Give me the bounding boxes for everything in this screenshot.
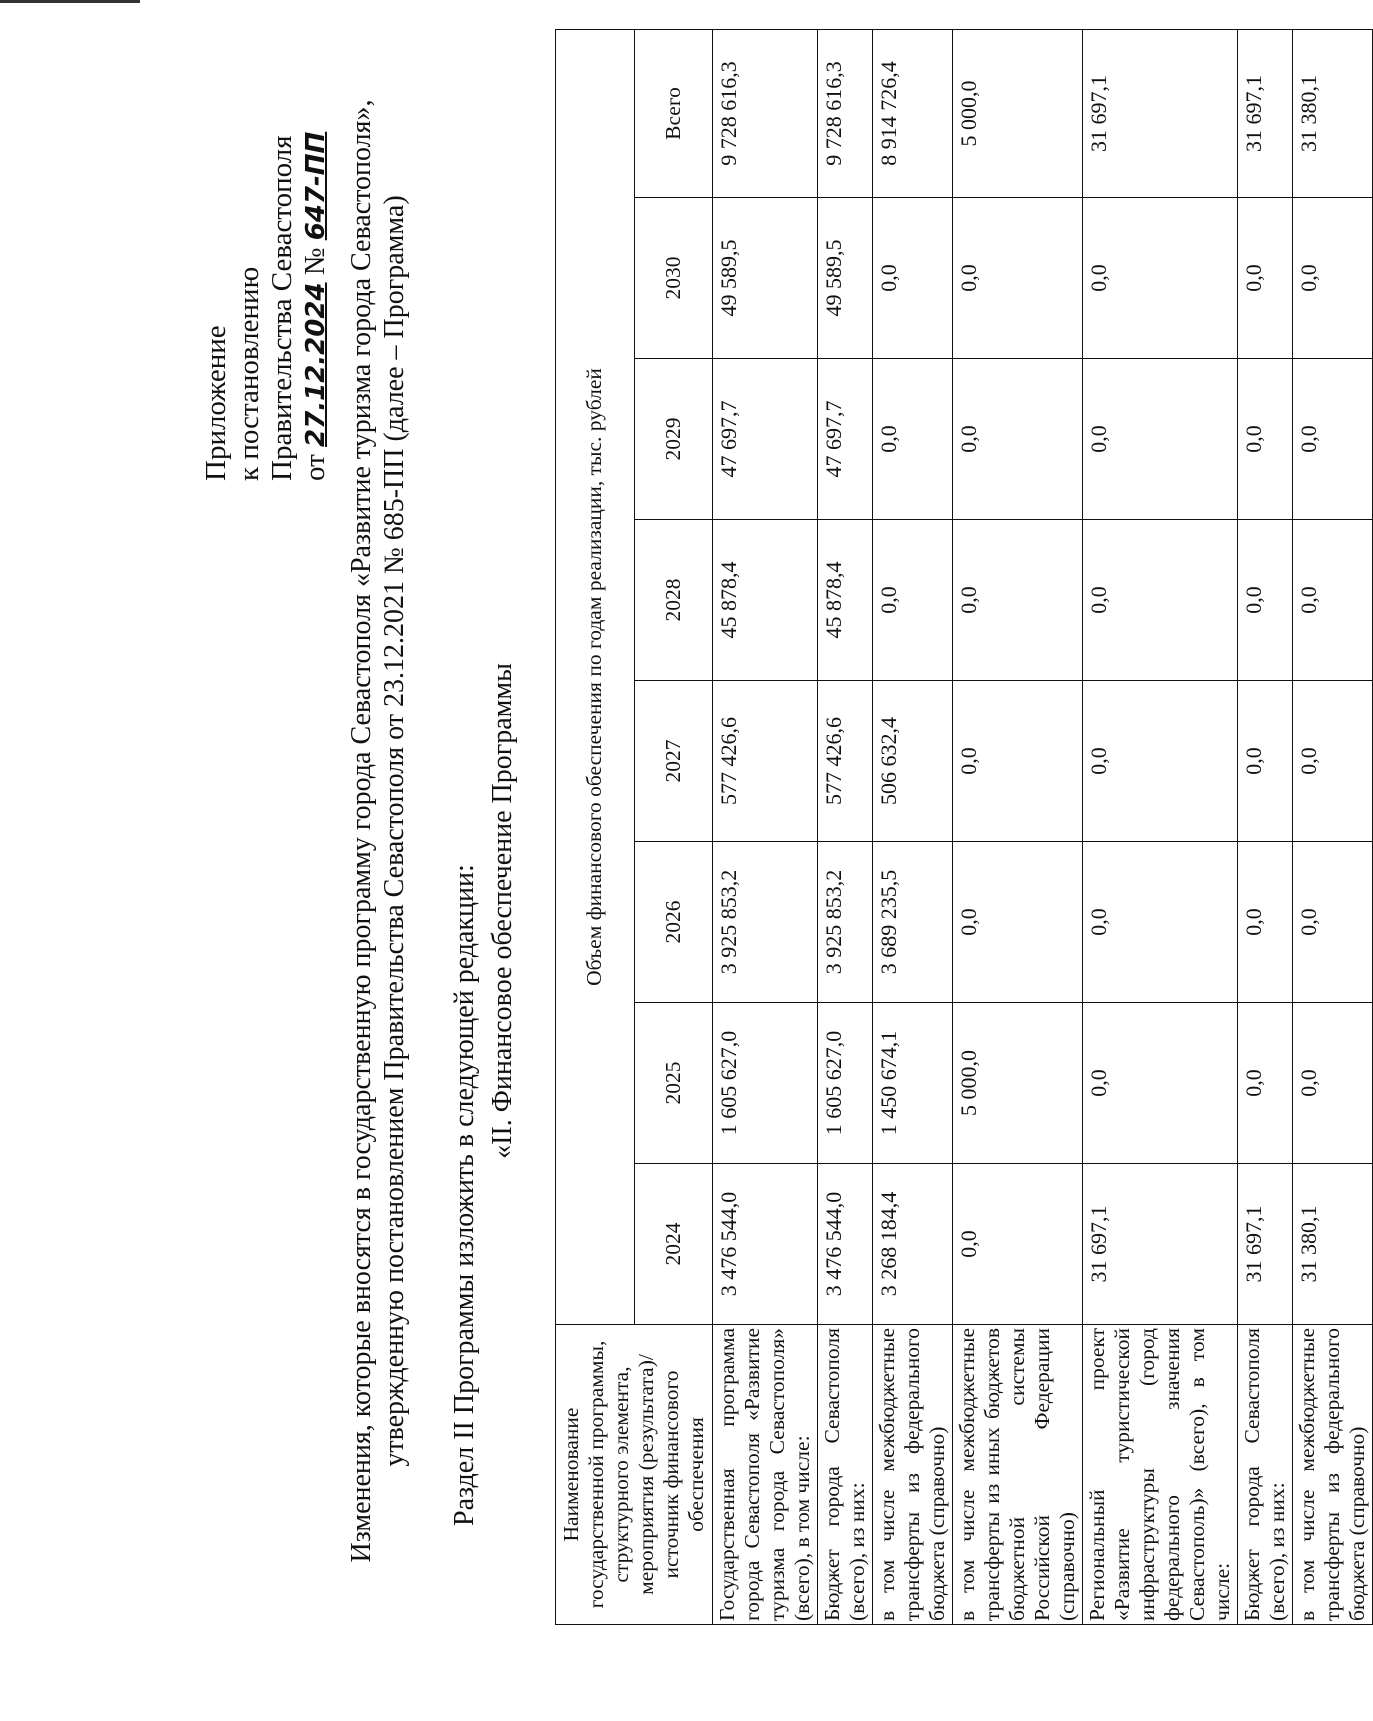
year-column-header: 2030	[634, 198, 713, 359]
year-column-header: 2028	[634, 520, 713, 681]
value-cell: 31 697,1	[1238, 29, 1293, 197]
value-cell: 0,0	[953, 681, 1083, 842]
number-prefix: №	[299, 247, 331, 276]
value-cell: 0,0	[1293, 681, 1373, 842]
handwritten-date: 27.12.2024	[301, 282, 331, 447]
value-cell: 0,0	[1293, 1003, 1373, 1164]
value-cell: 5 000,0	[953, 29, 1083, 197]
value-cell: 506 632,4	[873, 681, 953, 842]
date-prefix: от	[299, 454, 331, 481]
value-cell: 45 878,4	[713, 520, 818, 681]
appendix-block	[200, 41, 333, 481]
value-cell: 0,0	[1238, 359, 1293, 520]
section-title: «II. Финансовое обеспечение Программы	[487, 663, 518, 1159]
value-cell: 0,0	[953, 198, 1083, 359]
value-cell: 31 380,1	[1293, 29, 1373, 197]
value-cell: 0,0	[873, 520, 953, 681]
value-cell: 9 728 616,3	[818, 29, 873, 197]
value-cell: 31 380,1	[1293, 1164, 1373, 1325]
value-cell: 3 925 853,2	[713, 842, 818, 1003]
value-cell: 0,0	[1293, 198, 1373, 359]
value-cell: 0,0	[953, 1164, 1083, 1325]
row-name-cell: Региональный проект «Развитие туристической инфраструктуры (город федерального значения Севастополь)» (всего), в том числе:	[1083, 1325, 1238, 1625]
value-cell: 0,0	[1083, 681, 1238, 842]
table-row	[1083, 29, 1238, 1624]
year-column-header: 2029	[634, 359, 713, 520]
table-row	[713, 29, 818, 1624]
value-cell: 0,0	[1238, 681, 1293, 842]
value-cell: 0,0	[1238, 1003, 1293, 1164]
value-cell: 0,0	[1083, 842, 1238, 1003]
value-cell: 3 476 544,0	[818, 1164, 873, 1325]
value-cell: 0,0	[953, 842, 1083, 1003]
document-heading: Изменения, которые вносятся в государственную программу города Севастополя «Развитие туризма города Севастополя», утвержденную постановлением Правительства Севастополя от 23.12.2021 № 685-ПП (далее – Программа)	[346, 99, 410, 1563]
value-cell: 45 878,4	[818, 520, 873, 681]
table-row	[953, 29, 1083, 1624]
section-intro: Раздел II Программы изложить в следующей редакции:	[449, 864, 480, 1526]
value-cell: 0,0	[1238, 520, 1293, 681]
table-header-row	[556, 29, 635, 1624]
value-cell: 31 697,1	[1238, 1164, 1293, 1325]
appendix-line: Приложение	[200, 325, 232, 481]
appendix-date-line	[299, 41, 333, 481]
value-cell: 0,0	[873, 198, 953, 359]
value-cell: 0,0	[1083, 1003, 1238, 1164]
row-name-cell: Государственная программа города Севастополя «Развитие туризма города Севастополя» (всего), в том числе:	[713, 1325, 818, 1625]
value-cell: 8 914 726,4	[873, 29, 953, 197]
value-cell: 0,0	[1293, 520, 1373, 681]
table-body	[713, 29, 1373, 1624]
year-column-header: 2024	[634, 1164, 713, 1325]
name-column-header: Наименование государственной программы, структурного элемента, мероприятия (результата)/источник финансового обеспечения	[556, 1325, 713, 1625]
value-cell: 0,0	[1238, 842, 1293, 1003]
value-cell: 1 605 627,0	[818, 1003, 873, 1164]
value-cell: 47 697,7	[713, 359, 818, 520]
appendix-line: к постановлению	[233, 266, 265, 481]
value-cell: 3 268 184,4	[873, 1164, 953, 1325]
value-cell: 3 925 853,2	[818, 842, 873, 1003]
value-cell: 31 697,1	[1083, 29, 1238, 197]
value-cell: 9 728 616,3	[713, 29, 818, 197]
table-row	[873, 29, 953, 1624]
value-cell: 49 589,5	[818, 198, 873, 359]
value-cell: 577 426,6	[713, 681, 818, 842]
handwritten-number: 647-ПП	[301, 131, 331, 241]
value-cell: 0,0	[953, 359, 1083, 520]
value-cell: 0,0	[873, 359, 953, 520]
value-cell: 1 450 674,1	[873, 1003, 953, 1164]
year-column-header: 2027	[634, 681, 713, 842]
value-cell: 0,0	[1083, 520, 1238, 681]
financing-table	[555, 29, 1373, 1625]
value-cell: 0,0	[1083, 198, 1238, 359]
row-name-cell: Бюджет города Севастополя (всего), из них:	[1238, 1325, 1293, 1625]
table-row	[818, 29, 873, 1624]
value-cell: 47 697,7	[818, 359, 873, 520]
table-row	[1293, 29, 1373, 1624]
year-column-header: Всего	[634, 29, 713, 197]
appendix-line: Правительства Севастополя	[266, 135, 298, 481]
value-cell: 0,0	[1083, 359, 1238, 520]
value-cell: 577 426,6	[818, 681, 873, 842]
value-cell: 31 697,1	[1083, 1164, 1238, 1325]
volume-header: Объем финансового обеспечения по годам реализации, тыс. рублей	[556, 29, 635, 1324]
row-name-cell: в том числе межбюджетные трансферты из федерального бюджета (справочно)	[873, 1325, 953, 1625]
row-name-cell: в том числе межбюджетные трансферты из федерального бюджета (справочно)	[1293, 1325, 1373, 1625]
value-cell: 49 589,5	[713, 198, 818, 359]
value-cell: 3 476 544,0	[713, 1164, 818, 1325]
value-cell: 0,0	[953, 520, 1083, 681]
year-column-header: 2026	[634, 842, 713, 1003]
value-cell: 1 605 627,0	[713, 1003, 818, 1164]
row-name-cell: в том числе межбюджетные трансферты из иных бюджетов бюджетной системы Российской Федерации (справочно)	[953, 1325, 1083, 1625]
value-cell: 5 000,0	[953, 1003, 1083, 1164]
year-column-header: 2025	[634, 1003, 713, 1164]
value-cell: 0,0	[1293, 359, 1373, 520]
value-cell: 0,0	[1238, 198, 1293, 359]
row-name-cell: Бюджет города Севастополя (всего), из них:	[818, 1325, 873, 1625]
value-cell: 3 689 235,5	[873, 842, 953, 1003]
table-row	[1238, 29, 1293, 1624]
value-cell: 0,0	[1293, 842, 1373, 1003]
